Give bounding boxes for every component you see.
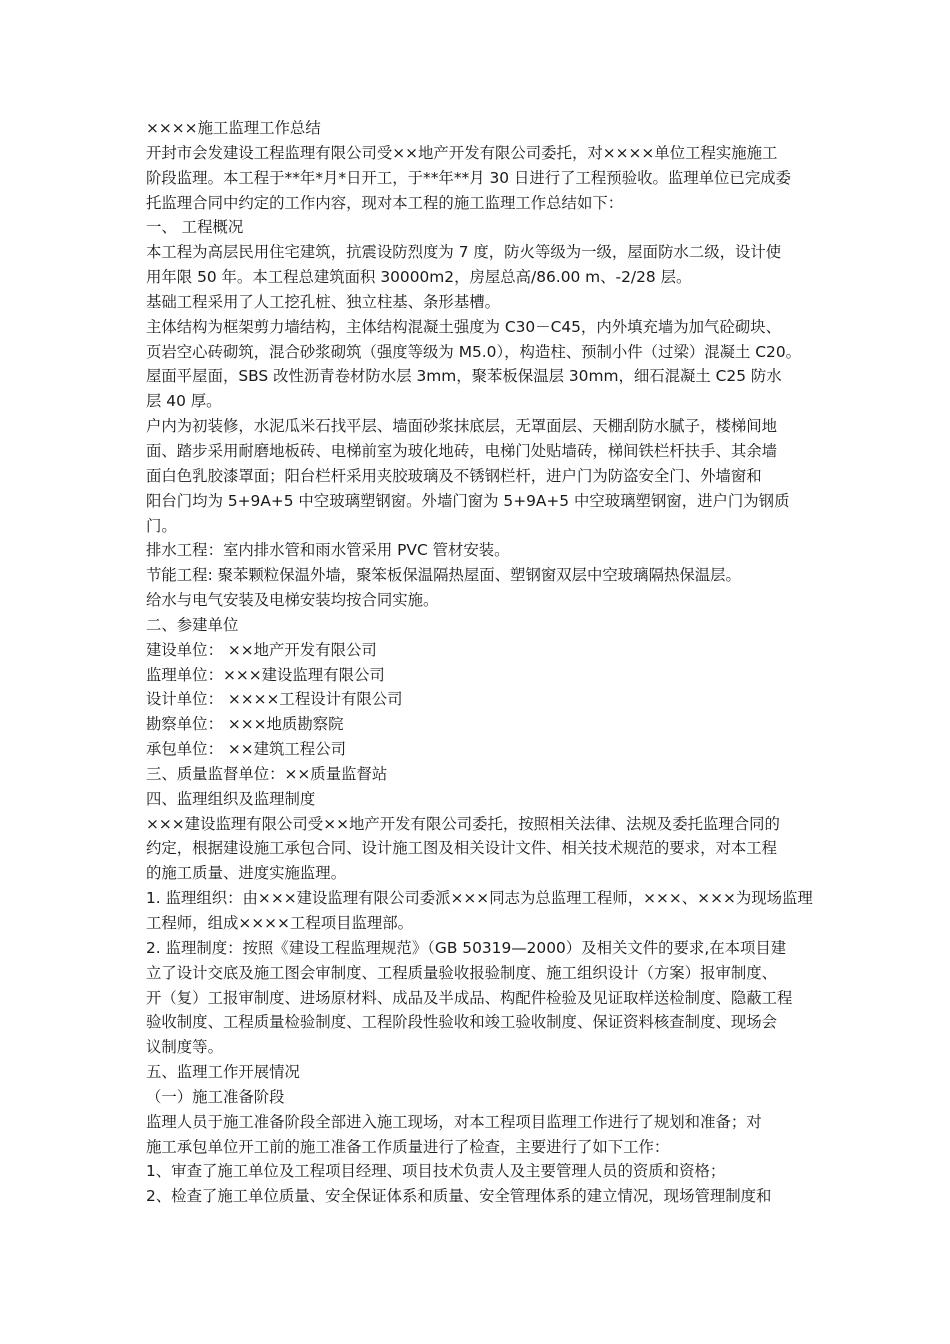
text-line: 工程师，组成××××工程项目监理部。 xyxy=(146,914,414,932)
text-line: 监理人员于施工准备阶段全部进入施工现场，对本工程项目监理工作进行了规划和准备；对 xyxy=(146,1112,762,1131)
text-line: 给水与电气安装及电梯安装均按合同实施。 xyxy=(146,591,439,610)
text-line: 开（复）工报审制度、进场原材料、成品及半成品、构配件检验及见证取样送检制度、隐蔽工程 xyxy=(146,988,793,1007)
text-line: 面白色乳胶漆罩面；阳台栏杆采用夹胶玻璃及不锈钢栏杆，进户门为防盗安全门、外墙窗和 xyxy=(146,466,762,485)
text-line: 监理单位：×××建设监理有限公司 xyxy=(146,665,385,684)
text-line: 验收制度、工程质量检验制度、工程阶段性验收和竣工验收制度、保证资料核查制度、现场会 xyxy=(146,1013,778,1032)
text-line: 户内为初装修，水泥瓜米石找平层、墙面砂浆抹底层，无罩面层、天棚刮防水腻子，楼梯间地 xyxy=(146,417,778,436)
text-line: 主体结构为框架剪力墙结构，主体结构混凝土强度为 C30－C45，内外填充墙为加气砼砌块、 xyxy=(146,317,782,336)
text-line: 勘察单位： ×××地质勘察院 xyxy=(146,715,344,734)
document-title: ××××施工监理工作总结 xyxy=(146,119,321,137)
text-line: 门。 xyxy=(146,516,177,535)
text-line: 立了设计交底及施工图会审制度、工程质量验收报验制度、施工组织设计（方案）报审制度、 xyxy=(146,963,778,982)
text-line: 面、踏步采用耐磨地板砖、电梯前室为玻化地砖，电梯门处贴墙砖，梯间铁栏杆扶手、其余墙 xyxy=(146,441,778,460)
text-line: 的施工质量、进度实施监理。 xyxy=(146,864,347,883)
text-line: 2、检查了施工单位质量、安全保证体系和质量、安全管理体系的建立情况，现场管理制度和 xyxy=(146,1187,772,1206)
text-line: 施工承包单位开工前的施工准备工作质量进行了检查，主要进行了如下工作： xyxy=(146,1137,670,1156)
text-line: 一、 工程概况 xyxy=(146,218,244,237)
text-line: 建设单位： ××地产开发有限公司 xyxy=(146,640,377,659)
text-line: 承包单位： ××建筑工程公司 xyxy=(146,740,346,759)
text-line: 四、监理组织及监理制度 xyxy=(146,789,316,808)
text-line: 托监理合同中约定的工作内容，现对本工程的施工监理工作总结如下： xyxy=(146,193,624,212)
text-line: 二、参建单位 xyxy=(146,615,239,634)
text-line: 设计单位： ××××工程设计有限公司 xyxy=(146,690,403,709)
text-line: 用年限 50 年。本工程总建筑面积 30000m2，房屋总高/86.00 m、-2/28 层。 xyxy=(146,268,692,287)
text-line: 约定，根据建设施工承包合同、设计施工图及相关设计文件、相关技术规范的要求，对本工程 xyxy=(146,839,778,858)
text-line: 基础工程采用了人工挖孔桩、独立柱基、条形基槽。 xyxy=(146,292,500,311)
text-line: 1. 监理组织：由×××建设监理有限公司委派×××同志为总监理工程师，×××、×××为现场监理 xyxy=(146,889,813,908)
text-line: 节能工程: 聚苯颗粒保温外墙，聚笨板保温隔热屋面、塑钢窗双层中空玻璃隔热保温层。 xyxy=(146,566,741,585)
text-line: 开封市会发建设工程监理有限公司受××地产开发有限公司委托，对××××单位工程实施施工 xyxy=(146,143,778,162)
text-line: 页岩空心砖砌筑，混合砂浆砌筑（强度等级为 M5.0），构造柱、预制小件（过梁）混凝土 C20。 xyxy=(146,342,802,361)
text-line: 2. 监理制度：按照《建设工程监理规范》（GB 50319—2000）及相关文件的要求,在本项目建 xyxy=(146,938,787,957)
text-line: 三、质量监督单位：××质量监督站 xyxy=(146,764,388,783)
text-line: （一）施工准备阶段 xyxy=(146,1087,285,1106)
text-line: 阳台门均为 5+9A+5 中空玻璃塑钢窗。外墙门窗为 5+9A+5 中空玻璃塑钢窗，进户门为钢质 xyxy=(146,491,790,510)
text-line: 屋面平屋面，SBS 改性沥青卷材防水层 3mm，聚苯板保温层 30mm，细石混凝土 C25 防水 xyxy=(146,367,782,386)
text-line: 本工程为高层民用住宅建筑，抗震设防烈度为 7 度，防火等级为一级，屋面防水二级，设计使 xyxy=(146,243,782,262)
text-line: 五、监理工作开展情况 xyxy=(146,1063,300,1082)
text-line: ×××建设监理有限公司受××地产开发有限公司委托，按照相关法律、法规及委托监理合同的 xyxy=(146,814,780,833)
document-body xyxy=(146,116,814,1209)
text-line: 1、审查了施工单位及工程项目经理、项目技术负责人及主要管理人员的资质和资格； xyxy=(146,1162,726,1181)
text-line: 阶段监理。本工程于**年*月*日开工，于**年**月 30 日进行了工程预验收。监理单位已完成委 xyxy=(146,168,791,187)
text-line: 排水工程：室内排水管和雨水管采用 PVC 管材安装。 xyxy=(146,541,510,560)
text-line: 层 40 厚。 xyxy=(146,392,222,411)
text-line: 议制度等。 xyxy=(146,1038,223,1057)
